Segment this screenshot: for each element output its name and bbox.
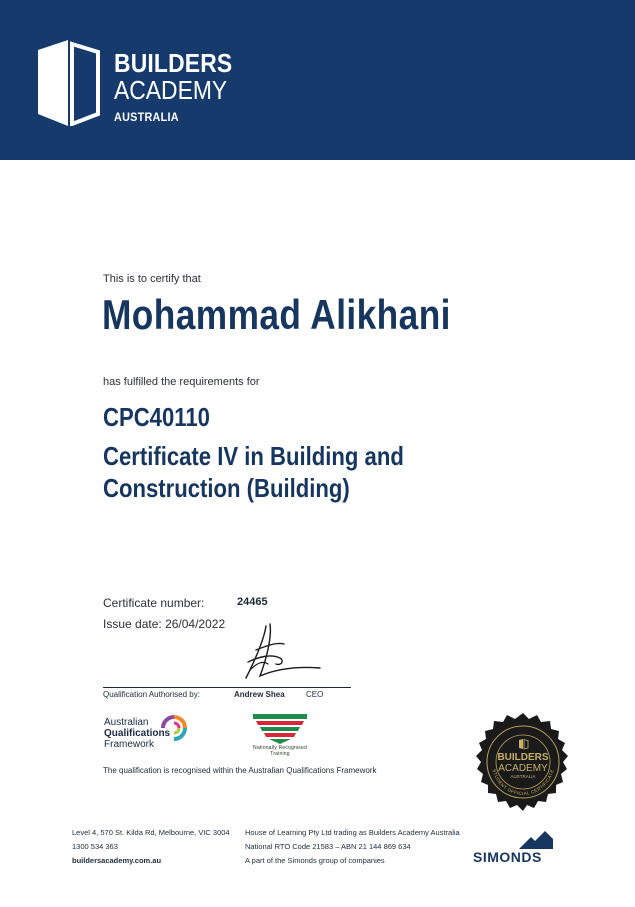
aqf-line1: Australian (104, 717, 149, 728)
recipient-name: Mohammad Alikhani (102, 291, 451, 338)
nrt-line1: Nationally Recognised (253, 745, 307, 751)
authoriser-name: Andrew Shea (234, 690, 285, 699)
seal-text-top: BUILDERS (497, 752, 549, 763)
authoriser-role: CEO (306, 690, 324, 699)
logo-wordmark (114, 50, 249, 124)
signature-line (103, 687, 351, 688)
footer-legal (245, 826, 460, 868)
simonds-logo (473, 831, 555, 867)
header-banner (0, 0, 635, 160)
issue-date: 26/04/2022 (165, 617, 226, 631)
footer-rto: National RTO Code 21583 – ABN 21 144 869 634 (245, 842, 411, 851)
official-seal-icon (470, 712, 576, 818)
footer-trading: House of Learning Pty Ltd trading as Builders Academy Australia (245, 828, 460, 837)
nrt-logo (245, 712, 315, 756)
seal-text-middle: ACADEMY (498, 763, 548, 774)
fulfilled-text: has fulfilled the requirements for (103, 376, 260, 388)
certify-intro: This is to certify that (103, 273, 201, 285)
footer-group: A part of the Simonds group of companies (245, 856, 385, 865)
footer-address: Level 4, 570 St. Kilda Rd, Melbourne, VIC 3004 (72, 828, 230, 837)
issue-date-row (103, 617, 225, 631)
seal-text-sub: AUSTRALIA (510, 774, 536, 779)
footer-phone: 1300 534 363 (72, 842, 118, 851)
aqf-swirl-icon (159, 713, 189, 745)
qualification-title: Certificate IV in Building and Construction (Building) (103, 441, 404, 503)
aqf-line2: Qualifications (104, 728, 171, 739)
builders-academy-shield-icon (36, 40, 100, 126)
logo-line-builders: BUILDERS (114, 48, 233, 78)
simonds-wordmark: SIMONDS (473, 849, 542, 865)
seal-ring-text: STUDENT OFFICIAL CERTIFICATE (491, 768, 555, 797)
aqf-line3: Framework (104, 739, 155, 750)
logo-line-australia: AUSTRALIA (114, 110, 179, 124)
aqf-logo (104, 713, 194, 757)
authorised-by-label: Qualification Authorised by: (103, 690, 200, 699)
nrt-line2: Training (270, 751, 290, 757)
footer-contact (72, 826, 230, 868)
issue-date-label: Issue date: (103, 617, 162, 631)
nrt-text (249, 745, 311, 757)
simonds-roof-icon (519, 831, 553, 849)
signature-icon (236, 620, 326, 682)
recognised-statement: The qualification is recognised within the Australian Qualifications Framework (103, 766, 377, 775)
footer-website[interactable]: buildersacademy.com.au (72, 856, 162, 865)
certificate-number-label: Certificate number: (103, 596, 205, 610)
logo-line-academy: ACADEMY (114, 75, 228, 105)
qualification-code: CPC40110 (103, 402, 210, 432)
nrt-triangle-icon (245, 712, 315, 744)
certificate-number: 24465 (237, 596, 268, 608)
